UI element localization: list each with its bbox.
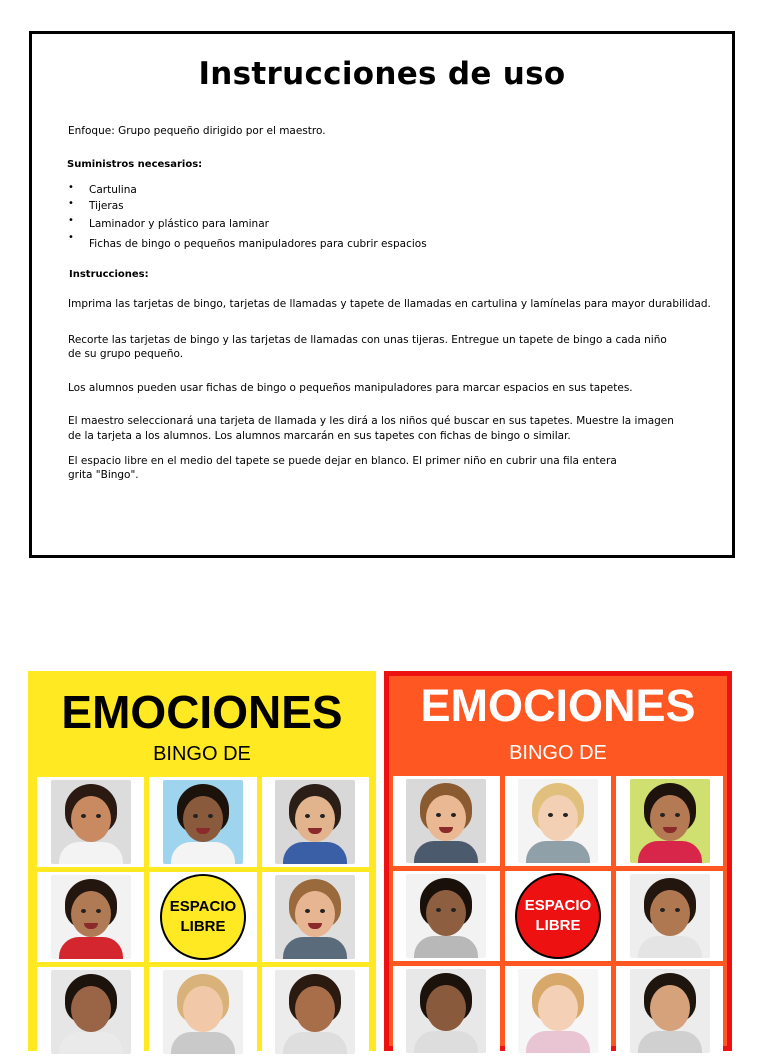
child-photo [51, 970, 131, 1054]
child-photo [630, 874, 710, 958]
child-photo [518, 969, 598, 1053]
card-subtitle: BINGO DE [153, 743, 251, 765]
free-space-line2: LIBRE [180, 918, 226, 935]
child-photo [275, 970, 355, 1054]
child-photo [406, 969, 486, 1053]
bingo-cell [505, 966, 612, 1056]
bingo-cell [37, 967, 144, 1057]
bingo-cell [616, 871, 723, 961]
supply-item: Cartulina [89, 184, 137, 196]
child-photo [275, 875, 355, 959]
bingo-cell [393, 966, 500, 1056]
bullet: • [68, 182, 74, 193]
bingo-cell [262, 967, 369, 1057]
bingo-cell [149, 967, 256, 1057]
bullet: • [68, 232, 74, 243]
bingo-cell [262, 777, 369, 867]
free-space-line2: LIBRE [535, 917, 581, 934]
step-text: grita "Bingo". [68, 469, 139, 481]
bingo-card-yellow [28, 671, 376, 1051]
step-text: de la tarjeta a los alumnos. Los alumnos marcarán en sus tapetes con fichas de bingo o similar. [68, 430, 571, 442]
child-photo [51, 780, 131, 864]
free-space-line1: ESPACIO [169, 898, 237, 915]
bingo-card-red [384, 671, 732, 1051]
step-text: Recorte las tarjetas de bingo y las tarjetas de llamadas con unas tijeras. Entregue un tapete de bingo a cada niño [68, 334, 667, 346]
instructions-heading: Instrucciones: [69, 269, 149, 280]
bingo-cell [616, 776, 723, 866]
card-title: EMOCIONES [420, 680, 696, 731]
supply-item: Tijeras [89, 200, 124, 212]
supply-item: Fichas de bingo o pequeños manipuladores para cubrir espacios [89, 238, 427, 250]
bingo-cell [37, 872, 144, 962]
child-photo [163, 970, 243, 1054]
bingo-cell [149, 777, 256, 867]
focus-text: Enfoque: Grupo pequeño dirigido por el maestro. [68, 125, 326, 137]
bingo-grid [37, 777, 369, 1057]
bingo-cell [393, 871, 500, 961]
free-space-badge [515, 873, 601, 959]
child-photo [406, 874, 486, 958]
step-text: El maestro seleccionará una tarjeta de llamada y les dirá a los niños qué buscar en sus tapetes. Muestre la imagen [68, 415, 674, 427]
step-text: El espacio libre en el medio del tapete se puede dejar en blanco. El primer niño en cubrir una fila entera [68, 455, 617, 467]
supplies-heading: Suministros necesarios: [67, 159, 203, 170]
free-space-cell [505, 871, 612, 961]
card-subtitle: BINGO DE [509, 742, 607, 764]
bingo-cell [262, 872, 369, 962]
bullet: • [68, 215, 74, 226]
page-title: Instrucciones de uso [198, 56, 566, 92]
supply-item: Laminador y plástico para laminar [89, 218, 269, 230]
child-photo [630, 779, 710, 863]
step-text: Los alumnos pueden usar fichas de bingo o pequeños manipuladores para marcar espacios en sus tapetes. [68, 382, 633, 394]
child-photo [275, 780, 355, 864]
free-space-line1: ESPACIO [524, 897, 592, 914]
child-photo [630, 969, 710, 1053]
child-photo [163, 780, 243, 864]
bullet: • [68, 198, 74, 209]
bingo-cell [505, 776, 612, 866]
step-text: Imprima las tarjetas de bingo, tarjetas de llamadas y tapete de llamadas en cartulina y lamínelas para mayor durabilidad. [68, 298, 711, 310]
child-photo [518, 779, 598, 863]
child-photo [406, 779, 486, 863]
free-space-cell [149, 872, 256, 962]
step-text: de su grupo pequeño. [68, 348, 184, 360]
bingo-cell [37, 777, 144, 867]
card-title: EMOCIONES [61, 686, 343, 738]
instructions-panel [29, 31, 735, 558]
child-photo [51, 875, 131, 959]
free-space-badge [160, 874, 246, 960]
bingo-grid [393, 776, 723, 1056]
bingo-cell [393, 776, 500, 866]
bingo-cell [616, 966, 723, 1056]
